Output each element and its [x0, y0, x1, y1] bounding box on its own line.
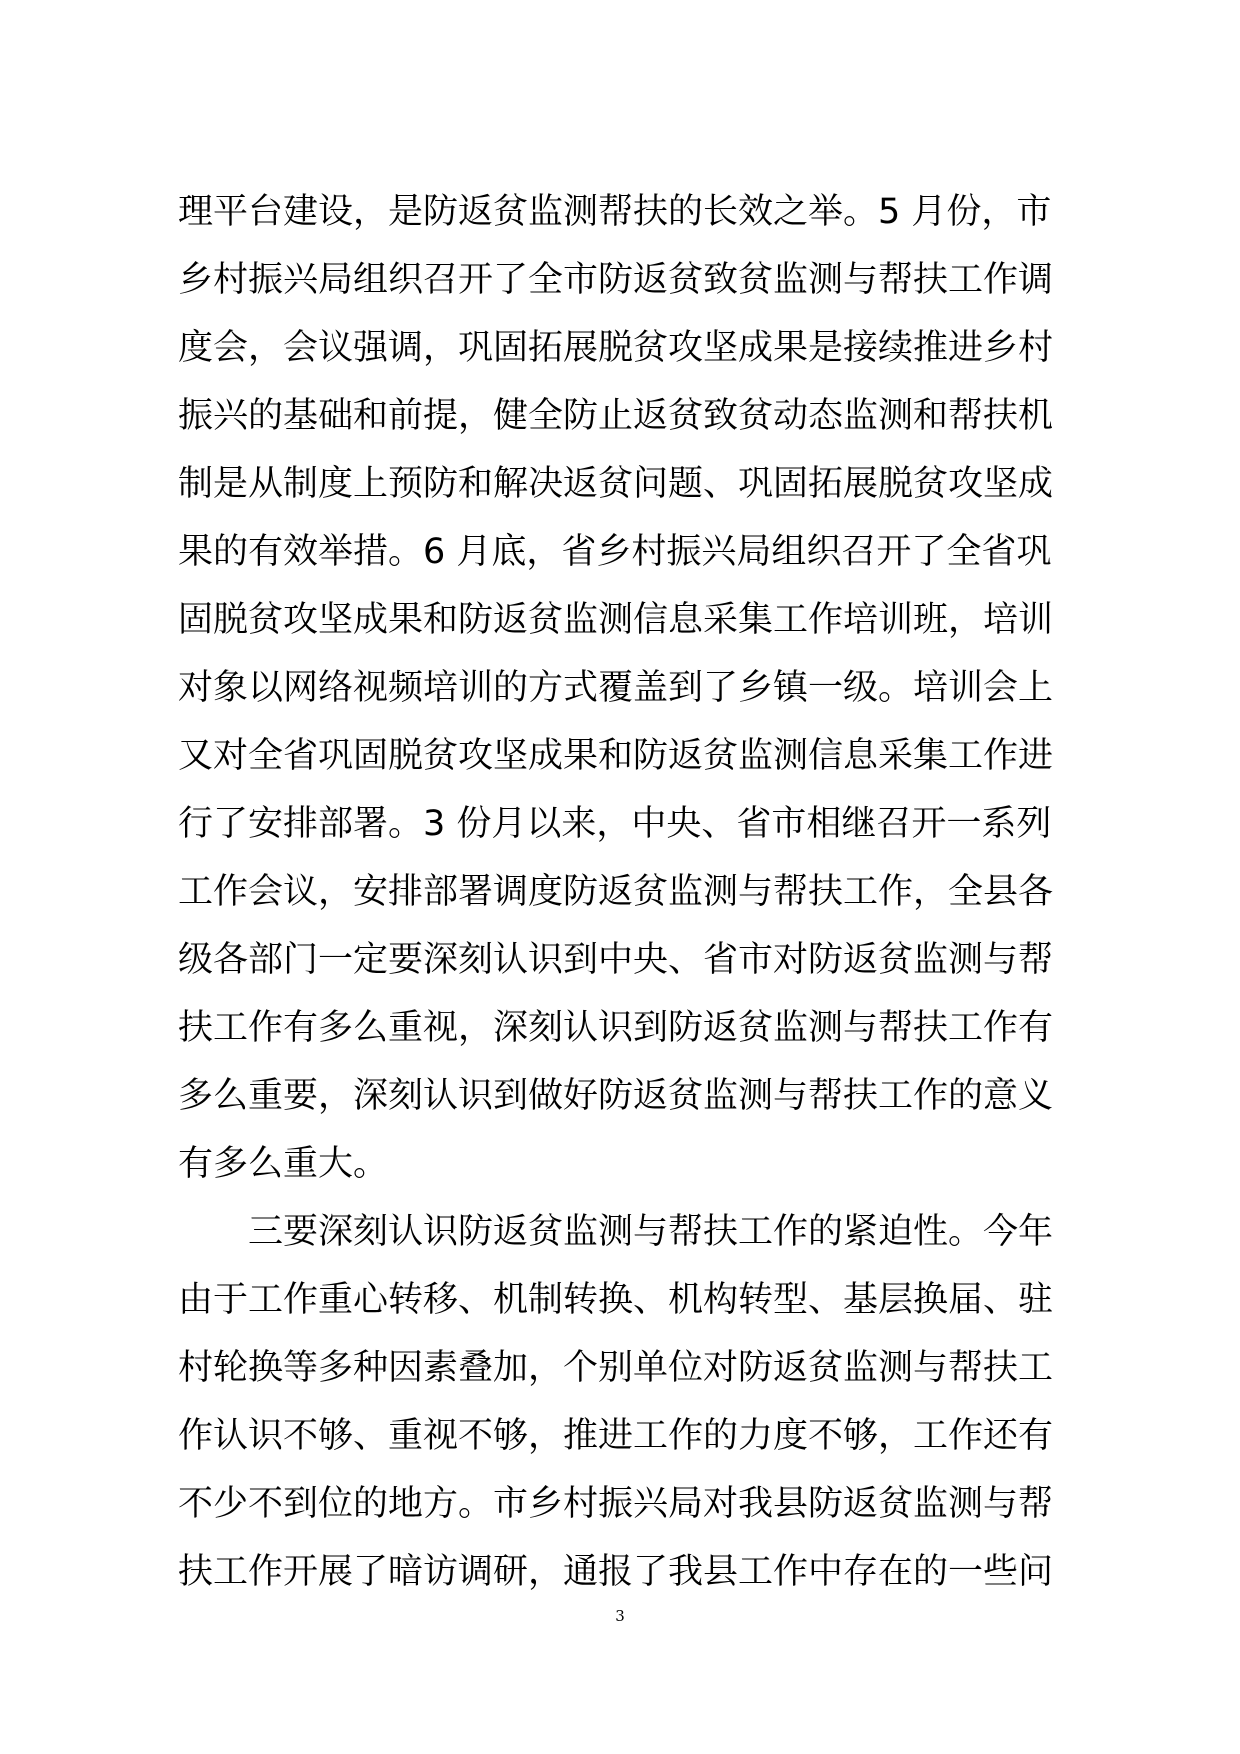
text-line: 制是从制度上预防和解决返贫问题、巩固拓展脱贫攻坚成	[178, 464, 1054, 504]
body-text	[178, 178, 1062, 1606]
paragraph-first-line: 三要深刻认识防返贫监测与帮扶工作的紧迫性。今年	[248, 1212, 1054, 1252]
text-line: 乡村振兴局组织召开了全市防返贫致贫监测与帮扶工作调	[178, 260, 1054, 300]
text-line: 不少不到位的地方。市乡村振兴局对我县防返贫监测与帮	[178, 1484, 1054, 1524]
text-line: 级各部门一定要深刻认识到中央、省市对防返贫监测与帮	[178, 940, 1054, 980]
text-line: 行了安排部署。3 份月以来，中央、省市相继召开一系列	[178, 804, 1052, 844]
text-line: 村轮换等多种因素叠加，个别单位对防返贫监测与帮扶工	[178, 1348, 1054, 1388]
text-line: 度会，会议强调，巩固拓展脱贫攻坚成果是接续推进乡村	[178, 328, 1054, 368]
text-line: 振兴的基础和前提，健全防止返贫致贫动态监测和帮扶机	[178, 396, 1054, 436]
text-line: 工作会议，安排部署调度防返贫监测与帮扶工作，全县各	[178, 872, 1054, 912]
text-line: 有多么重大。	[178, 1144, 389, 1184]
text-line: 扶工作开展了暗访调研，通报了我县工作中存在的一些问	[178, 1552, 1054, 1592]
text-line: 对象以网络视频培训的方式覆盖到了乡镇一级。培训会上	[178, 668, 1054, 708]
page-number: 3	[615, 1607, 625, 1625]
text-line: 果的有效举措。6 月底，省乡村振兴局组织召开了全省巩	[178, 532, 1052, 572]
text-line: 又对全省巩固脱贫攻坚成果和防返贫监测信息采集工作进	[178, 736, 1054, 776]
text-line: 由于工作重心转移、机制转换、机构转型、基层换届、驻	[178, 1280, 1054, 1320]
text-line: 固脱贫攻坚成果和防返贫监测信息采集工作培训班，培训	[178, 600, 1054, 640]
text-line: 作认识不够、重视不够，推进工作的力度不够，工作还有	[178, 1416, 1054, 1456]
text-line: 理平台建设，是防返贫监测帮扶的长效之举。5 月份，市	[178, 192, 1052, 232]
text-line: 多么重要，深刻认识到做好防返贫监测与帮扶工作的意义	[178, 1076, 1054, 1116]
text-line: 扶工作有多么重视，深刻认识到防返贫监测与帮扶工作有	[178, 1008, 1054, 1048]
